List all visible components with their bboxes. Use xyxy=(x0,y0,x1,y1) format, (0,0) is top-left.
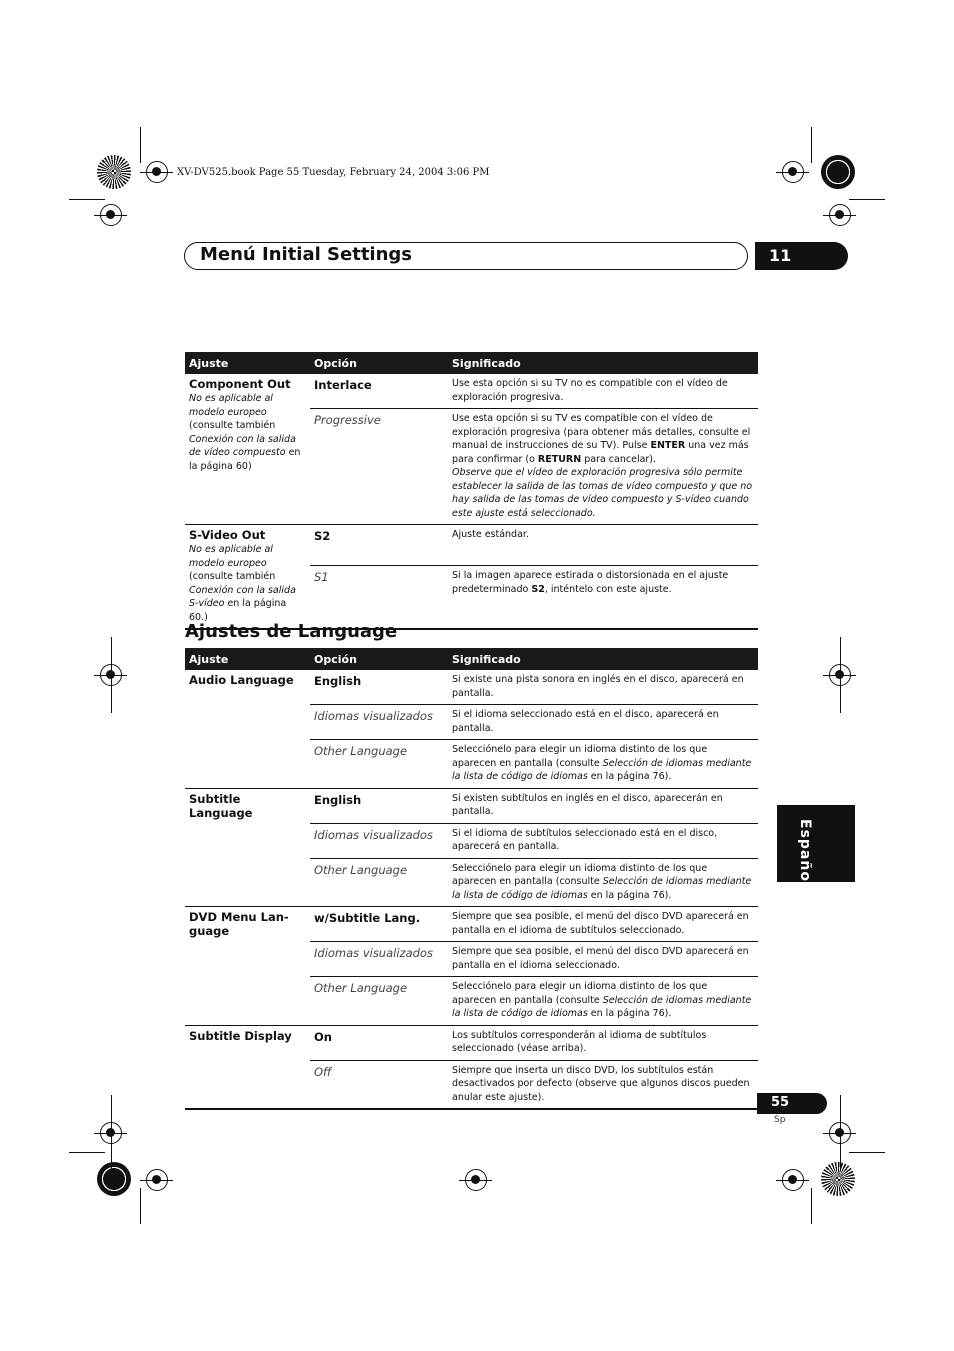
header-opcion: Opción xyxy=(310,352,448,374)
trim-line xyxy=(840,1095,841,1171)
option-cell: Idiomas visualizados xyxy=(310,705,448,740)
option-cell: Off xyxy=(310,1060,448,1109)
trim-line xyxy=(111,1095,112,1171)
crosshair-mark xyxy=(782,1169,804,1191)
crosshair-mark xyxy=(146,1169,168,1191)
trim-line xyxy=(140,127,141,163)
trim-line xyxy=(849,1152,885,1153)
description-cell: Si la imagen aparece estirada o distorsionada en el ajuste predeterminado S2, inténtelo con este ajuste. xyxy=(448,566,758,629)
header-significado: Significado xyxy=(448,352,758,374)
trim-line xyxy=(811,1188,812,1224)
trim-line xyxy=(811,127,812,163)
setting-note: No es aplicable al modelo europeo (consulte también Conexión con la salida S-vídeo en la página 60.) xyxy=(189,544,296,623)
header-ajuste: Ajuste xyxy=(185,648,310,670)
trim-line xyxy=(69,1152,105,1153)
description-cell: Si existe una pista sonora en inglés en el disco, aparecerá en pantalla. xyxy=(452,674,744,699)
option-cell: Progressive xyxy=(310,409,448,525)
header-opcion: Opción xyxy=(310,648,448,670)
option-cell: Other Language xyxy=(310,858,448,907)
description-cell: Use esta opción si su TV es compatible con el vídeo de exploración progresiva (para obtener más detalles, consulte el manual de instrucciones de su TV). Pulse ENTER una vez más para confirmar (o RETURN para cancelar). Observe que el vídeo de exploración progresiva sólo permite establecer la salida de las tomas de vídeo compuesto y que no hay salida de las tomas de vídeo compuesto y S-vídeo cuando este ajuste está seleccionado. xyxy=(448,409,758,525)
crosshair-mark xyxy=(100,204,122,226)
video-settings-table xyxy=(185,352,758,630)
registration-sunburst-mark xyxy=(97,1162,131,1196)
option-cell: On xyxy=(310,1025,448,1060)
crosshair-mark xyxy=(465,1169,487,1191)
page-title: Menú Initial Settings xyxy=(200,244,413,265)
table-header-row xyxy=(185,352,758,374)
crosshair-mark xyxy=(146,161,168,183)
trim-line xyxy=(69,199,105,200)
description-cell: Siempre que inserta un disco DVD, los subtítulos están desactivados por defecto (observe que algunos discos pueden anular este ajuste). xyxy=(448,1060,758,1109)
description-cell: Ajuste estándar. xyxy=(448,525,758,566)
registration-sunburst-mark xyxy=(97,155,131,189)
description-cell: Siempre que sea posible, el menú del disco DVD aparecerá en pantalla en el idioma seleccionado. xyxy=(448,942,758,977)
description-cell: Selecciónelo para elegir un idioma distinto de los que aparecen en pantalla (consulte Selección de idiomas mediante la lista de código de idiomas en la página 76). xyxy=(448,858,758,907)
trim-line xyxy=(111,637,112,713)
crosshair-mark xyxy=(782,161,804,183)
table-row xyxy=(185,788,758,823)
book-info: XV-DV525.book Page 55 Tuesday, February 24, 2004 3:06 PM xyxy=(177,167,490,178)
setting-label: S-Video Out xyxy=(189,528,266,542)
description-cell: Selecciónelo para elegir un idioma distinto de los que aparecen en pantalla (consulte Selección de idiomas mediante la lista de código de idiomas en la página 76). xyxy=(448,977,758,1026)
description-cell: Use esta opción si su TV no es compatible con el vídeo de exploración progresiva. xyxy=(452,378,728,403)
setting-label: Audio Language xyxy=(189,673,294,687)
trim-line xyxy=(140,1188,141,1224)
setting-label: Subtitle Display xyxy=(185,1025,310,1109)
language-settings-table xyxy=(185,648,758,1110)
setting-cell xyxy=(185,525,310,630)
side-tab-label: Español xyxy=(797,819,813,888)
table-row xyxy=(185,525,758,566)
setting-label: Subtitle Language xyxy=(185,788,310,907)
description-cell: Selecciónelo para elegir un idioma distinto de los que aparecen en pantalla (consulte Selección de idiomas mediante la lista de código de idiomas en la página 76). xyxy=(448,740,758,789)
option-cell: Idiomas visualizados xyxy=(310,823,448,858)
option-cell: S2 xyxy=(310,525,448,566)
option-cell: English xyxy=(314,674,362,688)
setting-note: No es aplicable al modelo europeo (consulte también Conexión con la salida de vídeo compuesto en la página 60) xyxy=(189,393,301,472)
option-cell: Idiomas visualizados xyxy=(310,942,448,977)
setting-label: DVD Menu Lan-guage xyxy=(185,907,310,1026)
page-suffix: Sp xyxy=(774,1115,786,1125)
table-row xyxy=(185,374,758,409)
table-row xyxy=(185,907,758,942)
header-ajuste: Ajuste xyxy=(185,352,310,374)
language-side-tab xyxy=(777,805,855,888)
option-cell: English xyxy=(310,788,448,823)
description-cell: Si el idioma seleccionado está en el disco, aparecerá en pantalla. xyxy=(448,705,758,740)
chapter-number: 11 xyxy=(755,242,848,270)
option-cell: Other Language xyxy=(310,977,448,1026)
trim-line xyxy=(840,637,841,713)
table-row xyxy=(185,670,758,705)
page-number: 55 xyxy=(757,1093,827,1114)
crosshair-mark xyxy=(829,204,851,226)
description-cell: Si el idioma de subtítulos seleccionado está en el disco, aparecerá en pantalla. xyxy=(448,823,758,858)
description-cell: Los subtítulos corresponderán al idioma de subtítulos seleccionado (véase arriba). xyxy=(448,1025,758,1060)
registration-sunburst-mark xyxy=(821,1162,855,1196)
option-cell: w/Subtitle Lang. xyxy=(310,907,448,942)
trim-line xyxy=(849,199,885,200)
registration-sunburst-mark xyxy=(821,155,855,189)
header-significado: Significado xyxy=(448,648,758,670)
setting-label: Component Out xyxy=(189,377,291,391)
description-cell: Siempre que sea posible, el menú del disco DVD aparecerá en pantalla en el idioma de subtítulos seleccionado. xyxy=(448,907,758,942)
option-cell: Interlace xyxy=(314,378,372,392)
option-cell: S1 xyxy=(310,566,448,629)
setting-cell xyxy=(185,374,310,525)
option-cell: Other Language xyxy=(310,740,448,789)
section-title: Ajustes de Language xyxy=(185,621,398,642)
description-cell: Si existen subtítulos en inglés en el disco, aparecerán en pantalla. xyxy=(448,788,758,823)
table-header-row xyxy=(185,648,758,670)
table-row xyxy=(185,1025,758,1060)
